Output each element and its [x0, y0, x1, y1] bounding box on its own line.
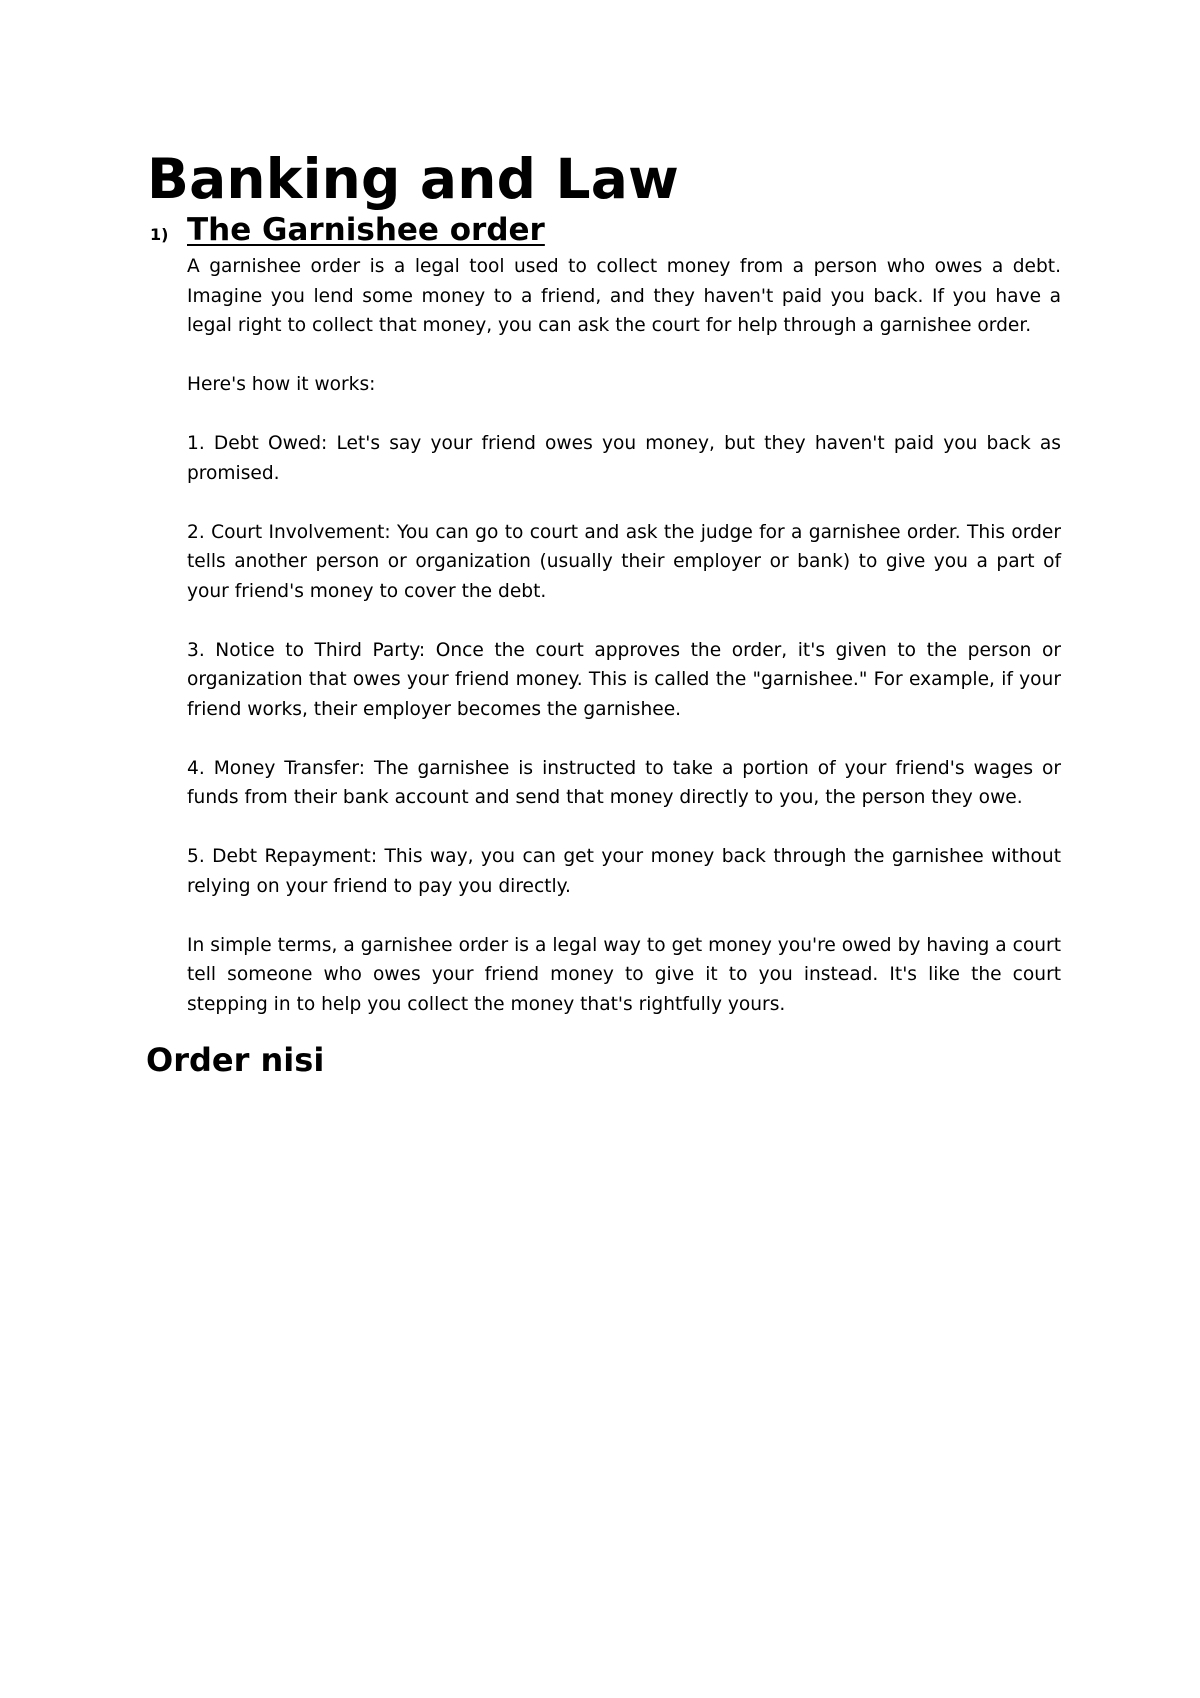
- paragraph-debt-repayment: 5. Debt Repayment: This way, you can get your money back through the garnishee without relying on your friend to pay you directly.: [187, 846, 1061, 897]
- paragraph-how-it-works: Here's how it works:: [187, 374, 376, 395]
- section-heading-garnishee: [150, 212, 545, 248]
- section-number: 1): [150, 225, 169, 244]
- paragraph-summary: In simple terms, a garnishee order is a legal way to get money you're owed by having a court tell someone who owes your friend money to give it to you instead. It's like the court stepping in to help you collect the money that's rightfully yours.: [187, 934, 1061, 1015]
- order-nisi-heading: Order nisi: [146, 1041, 325, 1079]
- section-title: The Garnishee order: [187, 212, 545, 248]
- paragraph-court-involvement: 2. Court Involvement: You can go to court and ask the judge for a garnishee order. This order tells another person or organization (usually their employer or bank) to give you a part of your friend's money to cover the debt.: [187, 521, 1061, 602]
- paragraph-intro: A garnishee order is a legal tool used to collect money from a person who owes a debt. Imagine you lend some money to a friend, and they haven't paid you back. If you have a legal right to collect that money, you can ask the court for help through a garnishee order.: [187, 256, 1061, 336]
- section-body: [187, 252, 1061, 1049]
- paragraph-debt-owed: 1. Debt Owed: Let's say your friend owes you money, but they haven't paid you back as promised.: [187, 433, 1061, 484]
- paragraph-notice-third-party: 3. Notice to Third Party: Once the court approves the order, it's given to the person or organization that owes your friend money. This is called the "garnishee." For example, if your friend works, their employer becomes the garnishee.: [187, 639, 1061, 720]
- paragraph-money-transfer: 4. Money Transfer: The garnishee is instructed to take a portion of your friend's wages or funds from their bank account and send that money directly to you, the person they owe.: [187, 757, 1061, 808]
- document-title: Banking and Law: [147, 147, 680, 211]
